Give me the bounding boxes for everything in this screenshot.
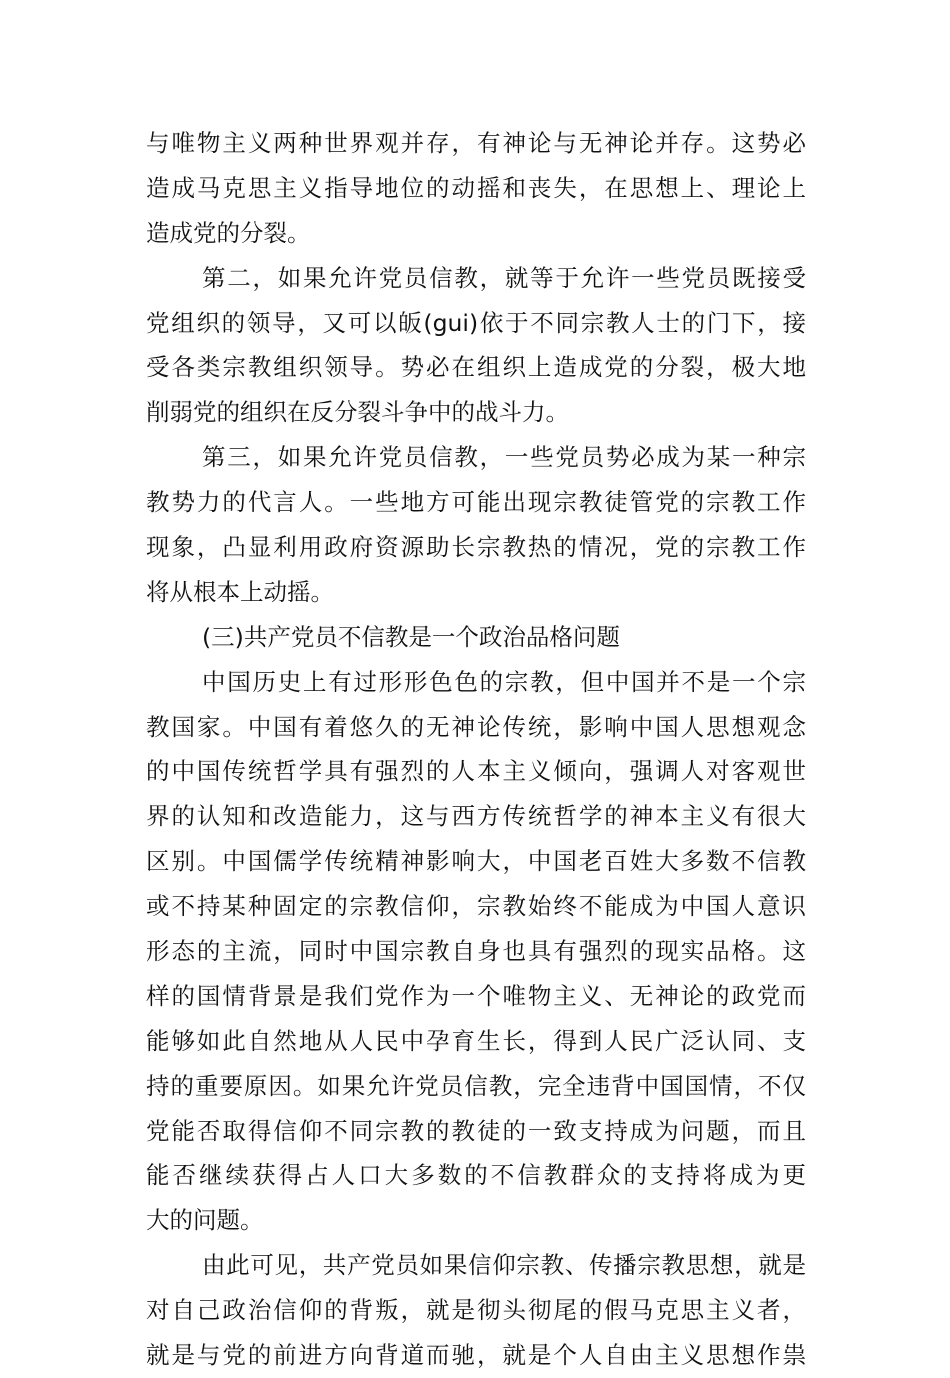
text-line: 中国历史上有过形形色色的宗教，但中国并不是一个宗 bbox=[202, 667, 806, 696]
paragraph bbox=[146, 1243, 806, 1378]
text-line: 形态的主流，同时中国宗教自身也具有强烈的现实品格。这 bbox=[146, 937, 806, 966]
text-line: 就是与党的前进方向背道而驰，就是个人自由主义思想作祟 bbox=[146, 1341, 806, 1370]
text-line: 现象，凸显利用政府资源助长宗教热的情况，党的宗教工作 bbox=[146, 533, 806, 562]
text-line: 由此可见，共产党员如果信仰宗教、传播宗教思想，就是 bbox=[202, 1251, 806, 1280]
text-line: 的中国传统哲学具有强烈的人本主义倾向，强调人对客观世 bbox=[146, 757, 806, 786]
text-line: 削弱党的组织在反分裂斗争中的战斗力。 bbox=[146, 398, 569, 427]
text-line: 第二，如果允许党员信教，就等于允许一些党员既接受 bbox=[202, 263, 806, 292]
text-line: 造成马克思主义指导地位的动摇和丧失，在思想上、理论上 bbox=[146, 173, 806, 202]
text-line: 党能否取得信仰不同宗教的教徒的一致支持成为问题，而且 bbox=[146, 1116, 806, 1145]
text-line: 样的国情背景是我们党作为一个唯物主义、无神论的政党而 bbox=[146, 981, 806, 1010]
paragraph bbox=[146, 435, 806, 615]
text-line: 持的重要原因。如果允许党员信教，完全违背中国国情，不仅 bbox=[146, 1071, 806, 1100]
paragraph bbox=[146, 256, 806, 436]
text-line: 界的认知和改造能力，这与西方传统哲学的神本主义有很大 bbox=[146, 802, 806, 831]
text-line: 与唯物主义两种世界观并存，有神论与无神论并存。这势必 bbox=[146, 129, 806, 157]
text-line: 对自己政治信仰的背叛，就是彻头彻尾的假马克思主义者， bbox=[146, 1296, 806, 1325]
text-line: (三)共产党员不信教是一个政治品格问题 bbox=[202, 622, 620, 651]
document-body bbox=[146, 121, 806, 1378]
text-line: 将从根本上动摇。 bbox=[146, 577, 334, 606]
text-line: 党组织的领导，又可以皈(gui)依于不同宗教人士的门下，接 bbox=[146, 308, 806, 337]
paragraph bbox=[146, 121, 806, 256]
text-line: 能够如此自然地从人民中孕育生长，得到人民广泛认同、支 bbox=[146, 1026, 806, 1055]
section-heading bbox=[146, 615, 806, 660]
text-line: 造成党的分裂。 bbox=[146, 218, 311, 247]
text-line: 能否继续获得占人口大多数的不信教群众的支持将成为更 bbox=[146, 1161, 806, 1190]
text-line: 或不持某种固定的宗教信仰，宗教始终不能成为中国人意识 bbox=[146, 892, 806, 921]
text-line: 第三，如果允许党员信教，一些党员势必成为某一种宗 bbox=[202, 443, 806, 472]
text-line: 教国家。中国有着悠久的无神论传统，影响中国人思想观念 bbox=[146, 712, 806, 741]
text-line: 教势力的代言人。一些地方可能出现宗教徒管党的宗教工作 bbox=[146, 488, 806, 517]
paragraph bbox=[146, 660, 806, 1244]
text-line: 大的问题。 bbox=[146, 1206, 264, 1235]
text-line: 受各类宗教组织领导。势必在组织上造成党的分裂，极大地 bbox=[146, 353, 806, 382]
text-line: 区别。中国儒学传统精神影响大，中国老百姓大多数不信教 bbox=[146, 847, 806, 876]
